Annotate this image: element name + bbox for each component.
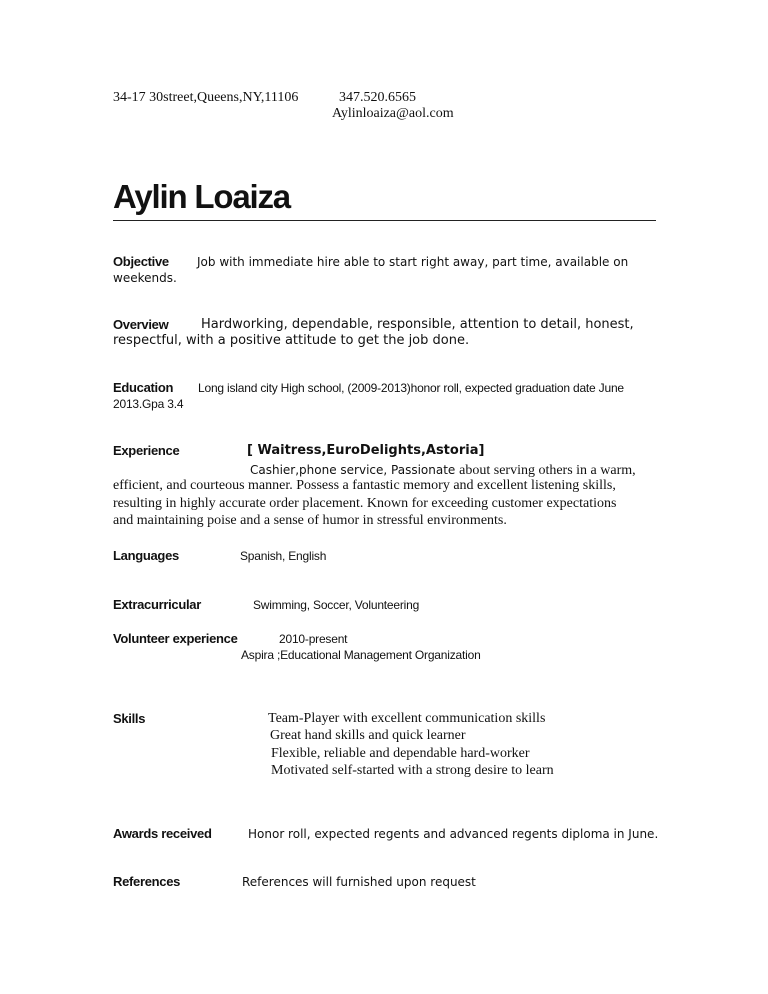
- address: 34-17 30street,Queens,NY,11106: [113, 90, 299, 105]
- phone: 347.520.6565: [339, 90, 416, 105]
- skill-item-4: Motivated self-started with a strong desire to learn: [271, 763, 554, 778]
- candidate-name: Aylin Loaiza: [113, 178, 290, 215]
- awards-value: Honor roll, expected regents and advanced regents diploma in June.: [248, 827, 659, 841]
- languages-value: Spanish, English: [240, 549, 327, 563]
- extracurricular-value: Swimming, Soccer, Volunteering: [253, 598, 420, 612]
- overview-text-line1: Hardworking, dependable, responsible, attention to detail, honest,: [201, 317, 634, 332]
- experience-line2: efficient, and courteous manner. Possess a fantastic memory and excellent listening skills,: [113, 478, 616, 493]
- volunteer-label: Volunteer experience: [113, 631, 238, 646]
- experience-label: Experience: [113, 443, 180, 458]
- education-text-line2: 2013.Gpa 3.4: [113, 397, 184, 411]
- experience-line4: and maintaining poise and a sense of humor in stressful environments.: [113, 513, 507, 528]
- references-value: References will furnished upon request: [242, 875, 476, 889]
- experience-line1-end: about serving others in a warm,: [459, 463, 636, 478]
- extracurricular-label: Extracurricular: [113, 597, 201, 612]
- experience-line1: [250, 461, 636, 479]
- objective-text-line1: Job with immediate hire able to start right away, part time, available on: [197, 255, 629, 269]
- experience-line3: resulting in highly accurate order placement. Known for exceeding customer expectations: [113, 496, 617, 511]
- references-label: References: [113, 874, 181, 889]
- overview-label: Overview: [113, 317, 169, 332]
- skill-item-3: Flexible, reliable and dependable hard-worker: [271, 746, 530, 761]
- email: Aylinloaiza@aol.com: [332, 106, 454, 121]
- volunteer-org: Aspira ;Educational Management Organization: [241, 648, 481, 662]
- education-label: Education: [113, 380, 174, 395]
- languages-label: Languages: [113, 548, 179, 563]
- overview-text-line2: respectful, with a positive attitude to get the job done.: [113, 333, 470, 348]
- education-text-line1: Long island city High school, (2009-2013)honor roll, expected graduation date June: [198, 381, 624, 395]
- experience-line1-start: Cashier,phone service, Passionate: [250, 463, 460, 477]
- skill-item-1: Team-Player with excellent communication skills: [268, 711, 546, 726]
- volunteer-years: 2010-present: [279, 632, 348, 646]
- skill-item-2: Great hand skills and quick learner: [270, 728, 466, 743]
- awards-label: Awards received: [113, 826, 212, 841]
- objective-text-line2: weekends.: [113, 271, 177, 285]
- objective-label: Objective: [113, 254, 169, 269]
- header-divider: [113, 220, 656, 221]
- experience-position: [ Waitress,EuroDelights,Astoria]: [247, 443, 485, 458]
- skills-label: Skills: [113, 711, 146, 726]
